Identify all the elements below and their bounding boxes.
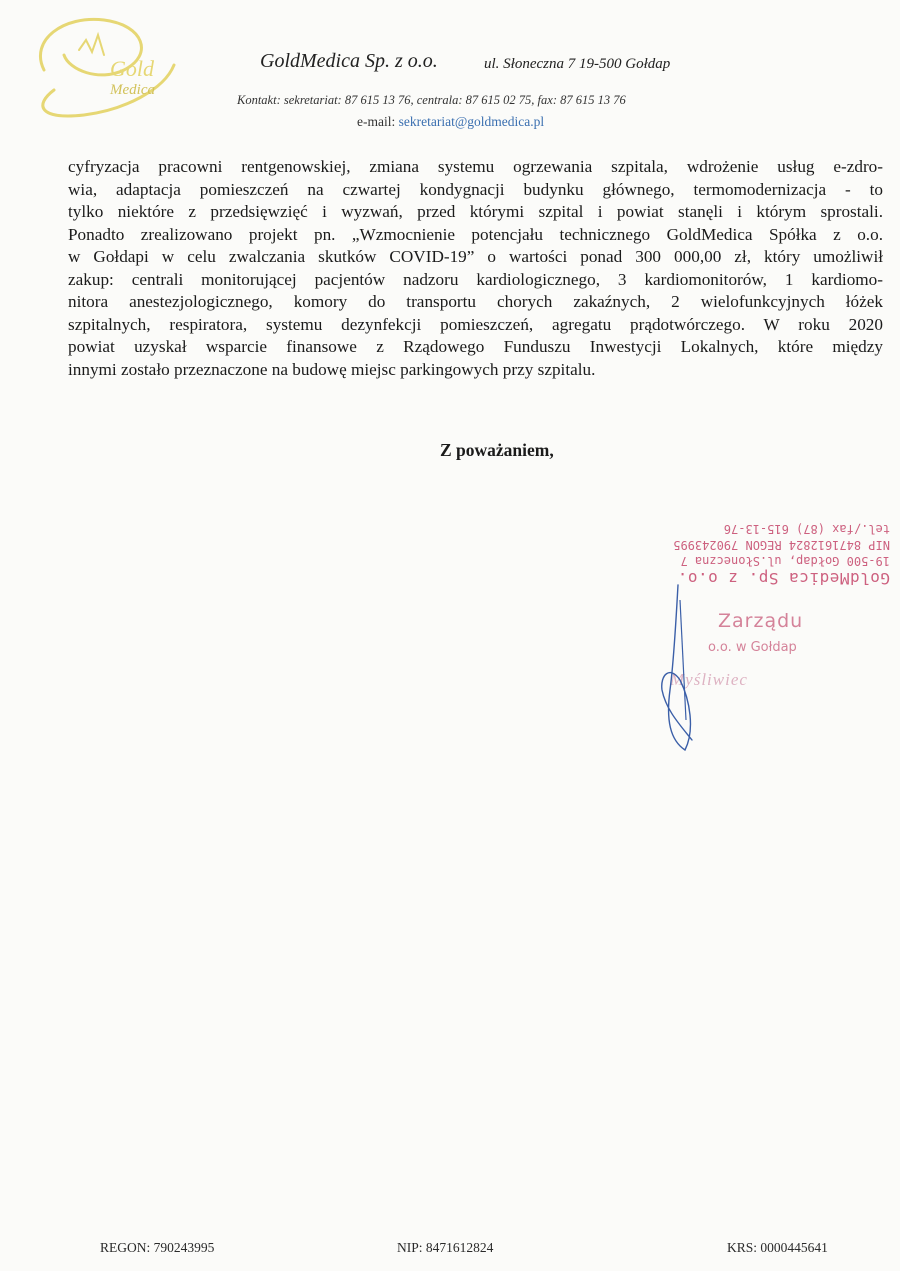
body-line: cyfryzacja pracowni rentgenowskiej, zmiana systemu ogrzewania szpitala, wdrożenie usług e-zdro- bbox=[68, 157, 883, 176]
board-stamp-line: Zarządu bbox=[718, 610, 804, 632]
stamp-line: NIP 8471612824 REGON 790243995 bbox=[673, 538, 890, 552]
board-stamp-line: Myśliwiec bbox=[670, 670, 748, 689]
footer-regon: REGON: 790243995 bbox=[100, 1240, 215, 1255]
body-line: w Gołdapi w celu zwalczania skutków COVID-19” o wartości ponad 300 000,00 zł, który umożliwił bbox=[68, 247, 883, 266]
email-row bbox=[357, 114, 544, 130]
body-line: Ponadto zrealizowano projekt pn. „Wzmocnienie potencjału technicznego GoldMedica Spółka z o.o. bbox=[68, 224, 883, 244]
logo-text-medica: Medica bbox=[110, 82, 155, 98]
body-line: powiat uzyskał wsparcie finansowe z Rządowego Funduszu Inwestycji Lokalnych, które między bbox=[68, 337, 883, 356]
closing-salutation: Z poważaniem, bbox=[440, 440, 554, 460]
company-name: GoldMedica Sp. z o.o. bbox=[260, 50, 438, 72]
logo-text-gold: Gold bbox=[110, 56, 154, 81]
goldmedica-logo bbox=[24, 10, 184, 125]
letter-body bbox=[68, 156, 883, 381]
stamp-line: GoldMedica Sp. z o.o. bbox=[677, 569, 890, 588]
board-stamp-line: o.o. w Gołdap bbox=[708, 640, 797, 655]
body-line: innymi zostało przeznaczone na budowę miejsc parkingowych przy szpitalu. bbox=[68, 359, 596, 379]
footer-nip: NIP: 8471612824 bbox=[397, 1240, 494, 1255]
body-line: nitora anestezjologicznego, komory do transportu chorych zakaźnych, 2 wielofunkcyjnych łóżek bbox=[68, 292, 883, 311]
handwritten-signature bbox=[640, 580, 720, 755]
body-line: wia, adaptacja pomieszczeń na czwartej kondygnacji budynku głównego, termomodernizacja - to bbox=[68, 179, 883, 199]
body-line: szpitalnych, respiratora, systemu dezynfekcji pomieszczeń, agregatu prądotwórczego. W roku 2020 bbox=[68, 314, 883, 334]
footer-krs: KRS: 0000445641 bbox=[727, 1240, 828, 1255]
company-stamp bbox=[610, 483, 890, 588]
stamp-line: 19-500 Gołdap, ul.Słoneczna 7 bbox=[680, 554, 890, 568]
email-label: e-mail: bbox=[357, 114, 396, 129]
contact-line: Kontakt: sekretariat: 87 615 13 76, centrala: 87 615 02 75, fax: 87 615 13 76 bbox=[237, 93, 626, 107]
email-link[interactable]: sekretariat@goldmedica.pl bbox=[398, 114, 545, 129]
stamp-line: tel./fax (87) 615-13-76 bbox=[723, 522, 890, 536]
body-line: tylko niektóre z przedsięwzięć i wyzwań, przed którymi szpital i powiat stanęli i którym sprostali. bbox=[68, 202, 883, 221]
company-address: ul. Słoneczna 7 19-500 Gołdap bbox=[484, 56, 671, 72]
body-line: zakup: centrali monitorującej pacjentów nadzoru kardiologicznego, 3 kardiomonitorów, 1 kardiomo- bbox=[68, 269, 883, 289]
